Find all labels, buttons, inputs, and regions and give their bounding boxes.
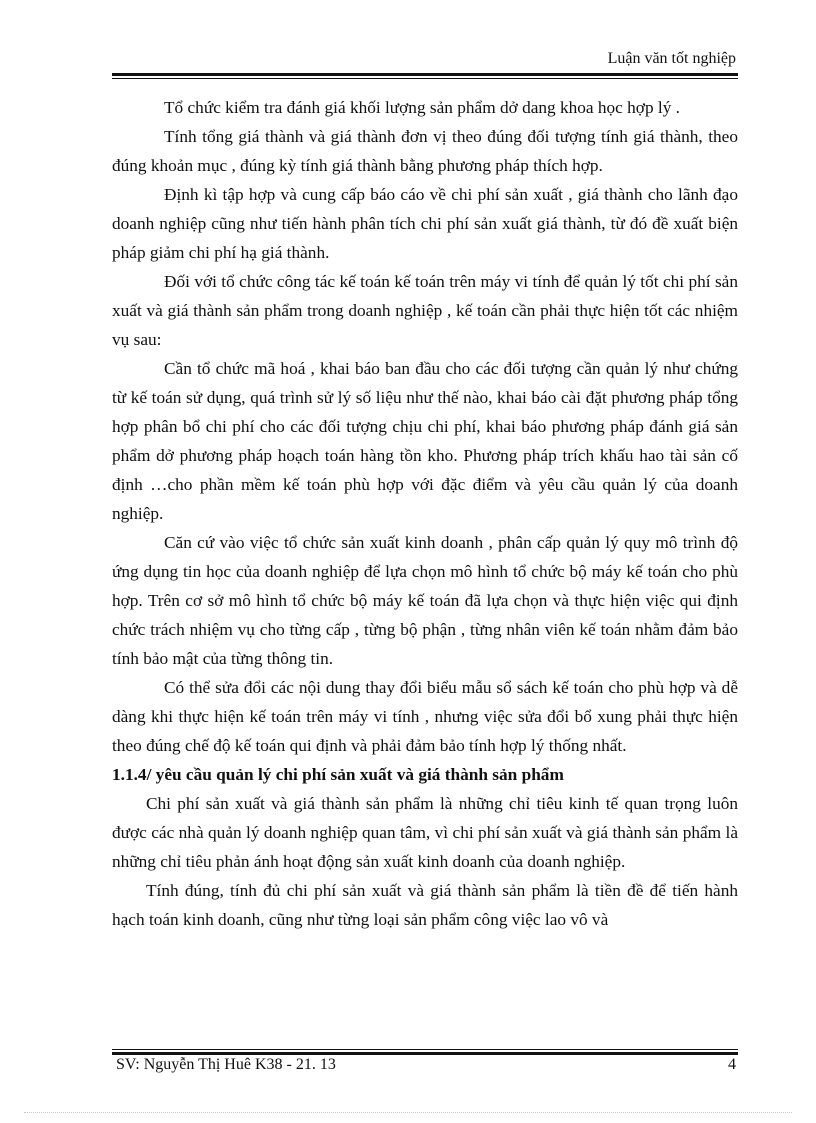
- body-text: [112, 93, 738, 934]
- header-rule-thin: [112, 78, 738, 79]
- paragraph: Tổ chức kiểm tra đánh giá khối lượng sản phẩm dở dang khoa học hợp lý .: [164, 98, 680, 117]
- running-header-title: Luận văn tốt nghiệp: [607, 50, 736, 67]
- paragraph: Tính tổng giá thành và giá thành đơn vị theo đúng đối tượng tính giá thành, theo đúng khoản mục , đúng kỳ tính giá thành bằng phương pháp thích hợp.: [112, 127, 738, 175]
- footer-author: SV: Nguyễn Thị Huê K38 - 21. 13: [116, 1056, 336, 1073]
- paragraph: Tính đúng, tính đủ chi phí sản xuất và giá thành sản phẩm là tiền đề để tiến hành hạch toán kinh doanh, cũng như từng loại sản phẩm công việc lao vô và: [112, 881, 738, 929]
- page-boundary-dotted-line: [24, 1112, 792, 1113]
- paragraph: Căn cứ vào việc tổ chức sản xuất kinh doanh , phân cấp quản lý quy mô trình độ ứng dụng tin học của doanh nghiệp để lựa chọn mô hình tổ chức bộ máy kế toán cho phù hợp. Trên cơ sở mô hình tổ chức bộ máy kế toán đã lựa chọn và thực hiện việc qui định chức trách nhiệm vụ cho từng cấp , từng bộ phận , từng nhân viên kế toán nhằm đảm bảo tính bảo mật của từng thông tin.: [112, 533, 738, 668]
- paragraph: Có thể sửa đổi các nội dung thay đổi biểu mẫu sổ sách kế toán cho phù hợp và dễ dàng khi thực hiện kế toán trên máy vi tính , nhưng việc sửa đổi bổ xung phải thực hiện theo đúng chế độ kế toán qui định và phải đảm bảo tính hợp lý thống nhất.: [112, 678, 738, 755]
- paragraph: Định kì tập hợp và cung cấp báo cáo về chi phí sản xuất , giá thành cho lãnh đạo doanh nghiệp cũng như tiến hành phân tích chi phí sản xuất giá thành, từ đó đề xuất biện pháp giảm chi phí hạ giá thành.: [112, 185, 738, 262]
- paragraph: Chi phí sản xuất và giá thành sản phẩm là những chỉ tiêu kinh tế quan trọng luôn được các nhà quản lý doanh nghiệp quan tâm, vì chi phí sản xuất và giá thành sản phẩm là những chỉ tiêu phản ánh hoạt động sản xuất kinh doanh của doanh nghiệp.: [112, 794, 738, 871]
- header-rule-thick: [112, 73, 738, 76]
- paragraph: Cần tổ chức mã hoá , khai báo ban đầu cho các đối tượng cần quản lý như chứng từ kế toán sử dụng, quá trình sử lý số liệu như thế nào, khai báo cài đặt phương pháp tổng hợp phân bổ chi phí cho các đối tượng chịu chi phí, khai báo phương pháp đánh giá sản phẩm dở phương pháp hoạch toán hàng tồn kho. Phương pháp trích khấu hao tài sản cố định …cho phần mềm kế toán phù hợp với đặc điểm và yêu cầu quản lý của doanh nghiệp.: [112, 359, 738, 523]
- footer-rule-thick: [112, 1052, 738, 1055]
- section-heading: 1.1.4/ yêu cầu quản lý chi phí sản xuất và giá thành sản phẩm: [112, 765, 564, 784]
- paragraph: Đối với tổ chức công tác kế toán kế toán trên máy vi tính để quản lý tốt chi phí sản xuất và giá thành sản phẩm trong doanh nghiệp , kế toán cần phải thực hiện tốt các nhiệm vụ sau:: [112, 272, 738, 349]
- footer-rule-thin: [112, 1049, 738, 1050]
- footer-page-number: 4: [728, 1056, 736, 1073]
